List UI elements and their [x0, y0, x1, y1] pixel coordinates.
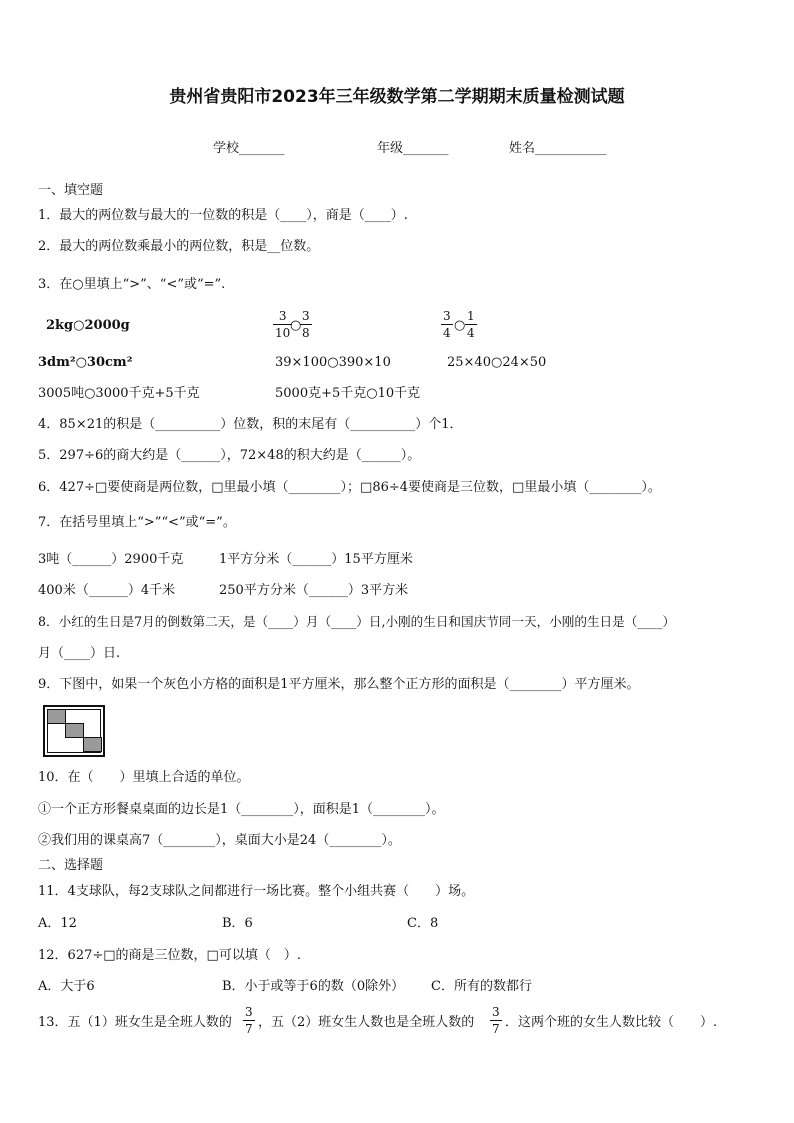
section-multiple-choice: 二、选择题 [38, 858, 104, 873]
question-13-part-2: ，五（2）班女生人数也是全班人数的 [258, 1015, 475, 1030]
question-12: 12．627÷□的商是三位数，□可以填（ ）. [38, 948, 301, 963]
question-7: 7．在括号里填上“>”“<”或“=”。 [38, 515, 236, 530]
question-10-part-2: ②我们用的课桌高7（________），桌面大小是24（________）。 [38, 833, 401, 848]
question-8-line-1: 8．小红的生日是7月的倒数第二天，是（____）月（____）日,小刚的生日和国庆节同一天，小刚的生日是（____） [38, 614, 676, 629]
q3-item-6: 25×40○24×50 [447, 355, 547, 370]
fraction-denominator: 7 [492, 1022, 500, 1036]
fraction-numerator: 3 [443, 309, 451, 323]
question-3: 3．在○里填上“>”、“<”或“=”. [38, 277, 226, 292]
name-field: 姓名___________ [509, 141, 607, 156]
question-1: 1．最大的两位数与最大的一位数的积是（____），商是（____）. [38, 208, 408, 223]
gray-square [65, 723, 84, 738]
q12-option-a: A．大于6 [38, 979, 95, 994]
q3-fraction-3-4 [441, 310, 453, 339]
q7-item-2: 1平方分米（______）15平方厘米 [219, 552, 413, 567]
question-13-part-1: 13．五（1）班女生是全班人数的 [38, 1015, 232, 1030]
q3-item-8: 5000克+5千克○10千克 [275, 386, 421, 401]
fraction-denominator: 10 [275, 326, 291, 340]
question-13-part-3: ．这两个班的女生人数比较（ ）. [505, 1015, 718, 1030]
q3-compare-circle: ○ [454, 318, 466, 333]
q3-compare-circle: ○ [290, 318, 302, 333]
question-4: 4．85×21的积是（__________）位数，积的末尾有（__________）个1． [38, 417, 463, 432]
page-title: 贵州省贵阳市2023年三年级数学第二学期期末质量检测试题 [169, 87, 625, 107]
fraction-denominator: 8 [302, 326, 310, 340]
q13-fraction-2 [490, 1006, 502, 1035]
question-6: 6．427÷□要使商是两位数，□里最小填（________）；□86÷4要使商是三位数，□里最小填（________）。 [38, 480, 661, 495]
square-figure [43, 705, 105, 757]
school-field: 学校_______ [213, 141, 285, 156]
q3-item-5: 39×100○390×10 [275, 355, 391, 370]
fraction-numerator: 3 [302, 309, 310, 323]
question-11: 11．4支球队，每2支球队之间都进行一场比赛。整个小组共赛（ ）场。 [38, 884, 475, 899]
question-10-part-1: ①一个正方形餐桌桌面的边长是1（________），面积是1（________）。 [38, 802, 445, 817]
q3-item-7: 3005吨○3000千克+5千克 [38, 386, 200, 401]
fraction-numerator: 3 [245, 1005, 253, 1019]
q7-item-3: 400米（______）4千米 [38, 583, 176, 598]
q3-item-1: 2kg○2000g [46, 318, 130, 333]
question-2: 2．最大的两位数乘最小的两位数，积是__位数。 [38, 239, 320, 254]
q3-item-4: 3dm²○30cm² [38, 355, 133, 370]
fraction-numerator: 1 [467, 309, 475, 323]
question-10: 10．在（ ）里填上合适的单位。 [38, 770, 250, 785]
fraction-numerator: 3 [492, 1005, 500, 1019]
q11-option-a: A．12 [38, 916, 77, 931]
q7-item-1: 3吨（______）2900千克 [38, 552, 184, 567]
gray-square [83, 737, 102, 752]
q11-option-c: C．8 [407, 916, 439, 931]
fraction-denominator: 7 [245, 1022, 253, 1036]
section-fill-in: 一、填空题 [38, 183, 104, 198]
question-9: 9．下图中，如果一个灰色小方格的面积是1平方厘米，那么整个正方形的面积是（________）平方厘米。 [38, 677, 640, 692]
fraction-denominator: 4 [443, 326, 451, 340]
question-5: 5．297÷6的商大约是（______），72×48的积大约是（______）。 [38, 448, 421, 463]
fraction-denominator: 4 [467, 326, 475, 340]
gray-square [47, 709, 66, 724]
q3-fraction-3-8 [300, 310, 312, 339]
q12-option-c: C．所有的数都行 [431, 979, 532, 994]
q3-fraction-1-4 [465, 310, 477, 339]
q11-option-b: B．6 [222, 916, 253, 931]
q12-option-b: B．小于或等于6的数（0除外） [222, 979, 405, 994]
fraction-numerator: 3 [278, 309, 287, 323]
q7-item-4: 250平方分米（______）3平方米 [219, 583, 409, 598]
grade-field: 年级_______ [377, 141, 449, 156]
q13-fraction-1 [243, 1006, 255, 1035]
question-8-line-2: 月（____）日. [38, 646, 121, 661]
